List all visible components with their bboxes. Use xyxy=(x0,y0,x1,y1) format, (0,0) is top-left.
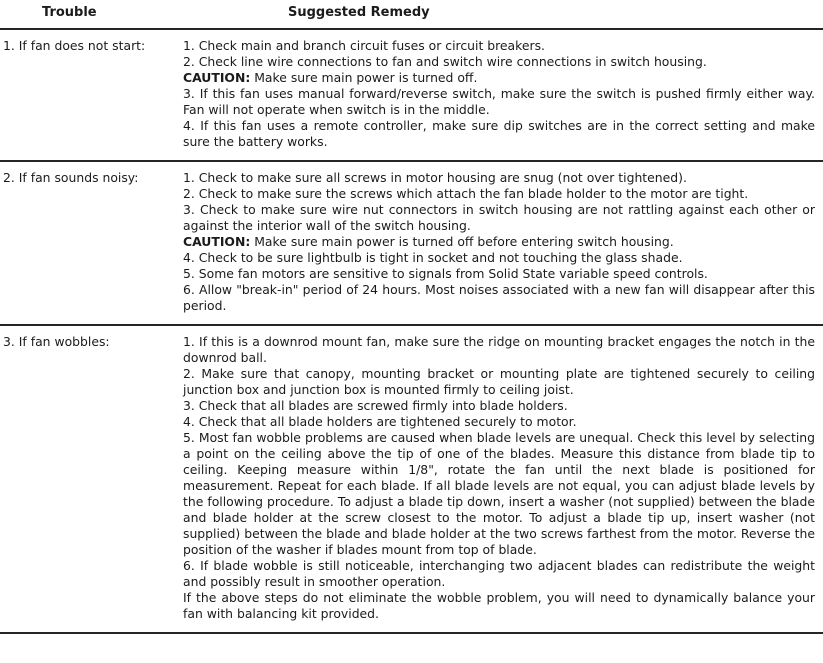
table-row xyxy=(0,324,823,632)
remedy-cell xyxy=(183,38,823,150)
header-remedy: Suggested Remedy xyxy=(288,5,430,20)
caution-label: CAUTION: xyxy=(183,234,251,249)
table-body xyxy=(0,28,823,634)
trouble-cell: 3. If fan wobbles: xyxy=(3,334,110,349)
remedy-item xyxy=(183,70,815,86)
table-row xyxy=(0,160,823,324)
caution-label: CAUTION: xyxy=(183,70,251,85)
remedy-item: 2. Check line wire connections to fan and switch wire connections in switch housing. xyxy=(183,54,707,69)
remedy-cell xyxy=(183,334,823,622)
table-header xyxy=(0,2,823,28)
remedy-item: 4. Check that all blade holders are tightened securely to motor. xyxy=(183,414,577,429)
remedy-item: 2. Check to make sure the screws which attach the fan blade holder to the motor are tight. xyxy=(183,186,749,201)
remedy-item: 4. Check to be sure lightbulb is tight in socket and not touching the glass shade. xyxy=(183,250,683,265)
remedy-item: 2. Make sure that canopy, mounting bracket or mounting plate are tightened securely to ceiling junction box and junction box is mounted firmly to ceiling joist. xyxy=(183,366,815,397)
remedy-item: 5. Some fan motors are sensitive to signals from Solid State variable speed controls. xyxy=(183,266,708,281)
remedy-item: 3. Check that all blades are screwed firmly into blade holders. xyxy=(183,398,568,413)
remedy-item: 4. If this fan uses a remote controller, make sure dip switches are in the correct setting and make sure the battery works. xyxy=(183,118,815,149)
remedy-cell xyxy=(183,170,823,314)
trouble-cell: 1. If fan does not start: xyxy=(3,38,146,53)
remedy-text: Make sure main power is turned off before entering switch housing. xyxy=(250,234,674,249)
remedy-item: 5. Most fan wobble problems are caused when blade levels are unequal. Check this level by selecting a point on the ceiling above the tip of one of the blades. Measure this distance from blade tip to ceiling. Keeping measure within 1/8", rotate the fan until the next blade is positioned for measurement. Repeat for each blade. If all blade levels are not equal, you can adjust blade levels by the following procedure. To adjust a blade tip down, insert a washer (not supplied) between the blade and blade holder at the screw closest to the motor. To adjust a blade tip up, insert washer (not supplied) between the blade and blade holder at the two screws farthest from the motor. Reverse the position of the washer if blades mount from top of blade. xyxy=(183,430,815,557)
remedy-item: 3. Check to make sure wire nut connectors in switch housing are not rattling against each other or against the interior wall of the switch housing. xyxy=(183,202,815,233)
table-row xyxy=(0,28,823,160)
remedy-item: 1. If this is a downrod mount fan, make sure the ridge on mounting bracket engages the notch in the downrod ball. xyxy=(183,334,815,365)
remedy-item: If the above steps do not eliminate the wobble problem, you will need to dynamically balance your fan with balancing kit provided. xyxy=(183,590,815,621)
header-trouble: Trouble xyxy=(42,5,97,20)
remedy-item: 3. If this fan uses manual forward/reverse switch, make sure the switch is pushed firmly either way. Fan will not operate when switch is in the middle. xyxy=(183,86,815,117)
remedy-item: 1. Check main and branch circuit fuses or circuit breakers. xyxy=(183,38,545,53)
remedy-item: 6. Allow "break-in" period of 24 hours. Most noises associated with a new fan will disappear after this period. xyxy=(183,282,815,313)
remedy-item xyxy=(183,234,815,250)
remedy-item: 1. Check to make sure all screws in motor housing are snug (not over tightened). xyxy=(183,170,687,185)
remedy-text: Make sure main power is turned off. xyxy=(250,70,478,85)
remedy-item: 6. If blade wobble is still noticeable, interchanging two adjacent blades can redistribute the weight and possibly result in smoother operation. xyxy=(183,558,815,589)
trouble-cell: 2. If fan sounds noisy: xyxy=(3,170,139,185)
